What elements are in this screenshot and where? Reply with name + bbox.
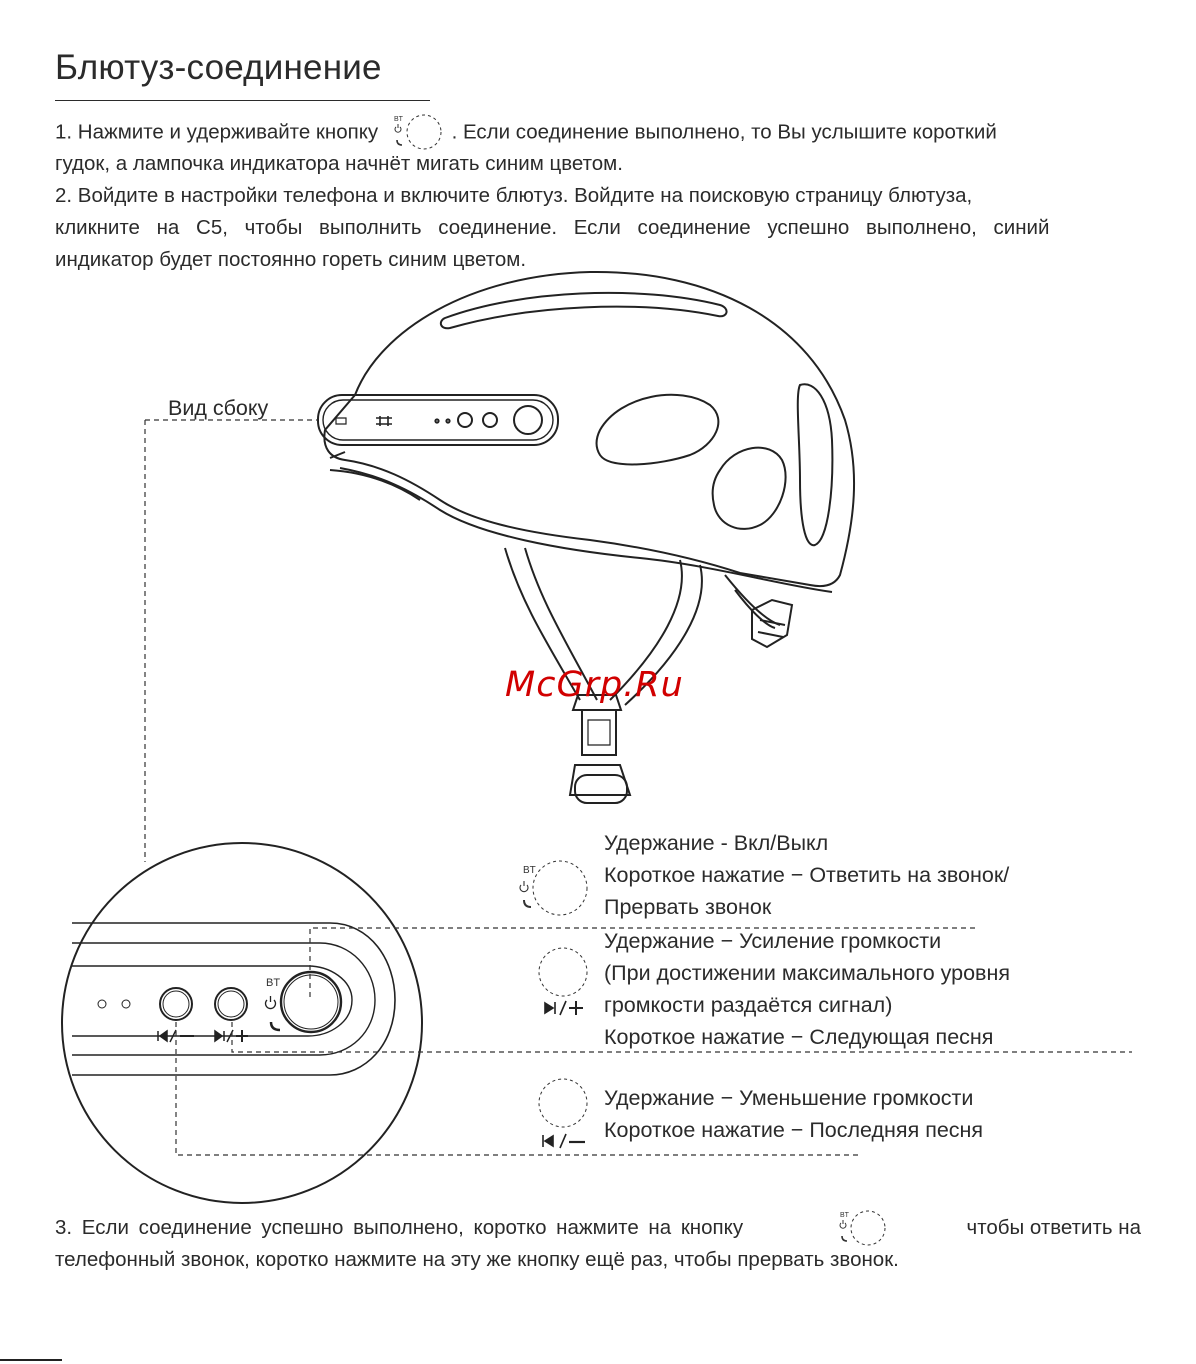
- power-desc-line: Удержание - Вкл/Выкл: [604, 831, 829, 855]
- prev-symbol-icon: [543, 1134, 585, 1148]
- bt-mini-label: BT: [839, 1212, 849, 1219]
- prev-desc-line: Короткое нажатие − Последняя песня: [604, 1118, 984, 1142]
- next-symbol-icon: [545, 1001, 583, 1015]
- prev-desc-line: Удержание − Уменьшение громкости: [604, 1086, 974, 1110]
- next-desc-line: Удержание − Усиление громкости: [604, 929, 942, 953]
- next-desc-line: громкости раздаётся сигнал): [604, 993, 893, 1017]
- bt-power-button-icon: [824, 1209, 886, 1243]
- next-button-description: [604, 925, 1010, 1053]
- para2-line3: индикатор будет постоянно гореть синим цветом.: [55, 248, 527, 271]
- prev-button-description: [604, 1082, 983, 1146]
- callout-bt-label: BT: [523, 865, 536, 876]
- para3-line2: телефонный звонок, коротко нажмите на эту же кнопку ещё раз, чтобы прервать звонок.: [55, 1248, 899, 1271]
- next-desc-line: Короткое нажатие − Следующая песня: [604, 1025, 994, 1049]
- para2-line2: кликните на C5, чтобы выполнить соединение. Если соединение успешно выполнено, синий: [55, 216, 1050, 239]
- para1-line2: гудок, а лампочка индикатора начнёт мигать синим цветом.: [55, 152, 623, 175]
- power-desc-line: Короткое нажатие − Ответить на звонок/: [604, 863, 1010, 887]
- side-view-label: Вид сбоку: [168, 396, 269, 420]
- zoom-bt-label: BT: [266, 977, 281, 989]
- next-button-callout-circle: [539, 948, 587, 996]
- power-desc-line: Прервать звонок: [604, 895, 772, 919]
- helmet-vent-3: [798, 384, 833, 545]
- helmet-top-vent: [441, 293, 727, 328]
- para3-text-b: чтобы ответить на: [966, 1216, 1141, 1239]
- para3-text-a: 3. Если соединение успешно выполнено, коротко нажмите на кнопку: [55, 1216, 744, 1239]
- helmet-vent-2: [713, 448, 786, 529]
- zoom-circle: [62, 843, 422, 1203]
- para1-text-b: . Если соединение выполнено, то Вы услышите короткий: [451, 120, 997, 144]
- power-button-description: [604, 827, 1009, 923]
- para2-line1: 2. Войдите в настройки телефона и включите блютуз. Войдите на поисковую страницу блютуза,: [55, 184, 973, 207]
- helmet-vent-1: [597, 395, 719, 465]
- next-desc-line: (При достижении максимального уровня: [604, 961, 1010, 985]
- power-button-callout-circle: [533, 861, 587, 915]
- para1-text-a: 1. Нажмите и удерживайте кнопку: [55, 120, 379, 144]
- page-title: Блютуз-соединение: [55, 48, 382, 87]
- helmet-shell: [324, 272, 854, 586]
- bt-mini-label: BT: [393, 116, 403, 123]
- prev-button-callout-circle: [539, 1079, 587, 1127]
- watermark: McGrp.Ru: [505, 665, 684, 705]
- para3-line1: [55, 1212, 1141, 1246]
